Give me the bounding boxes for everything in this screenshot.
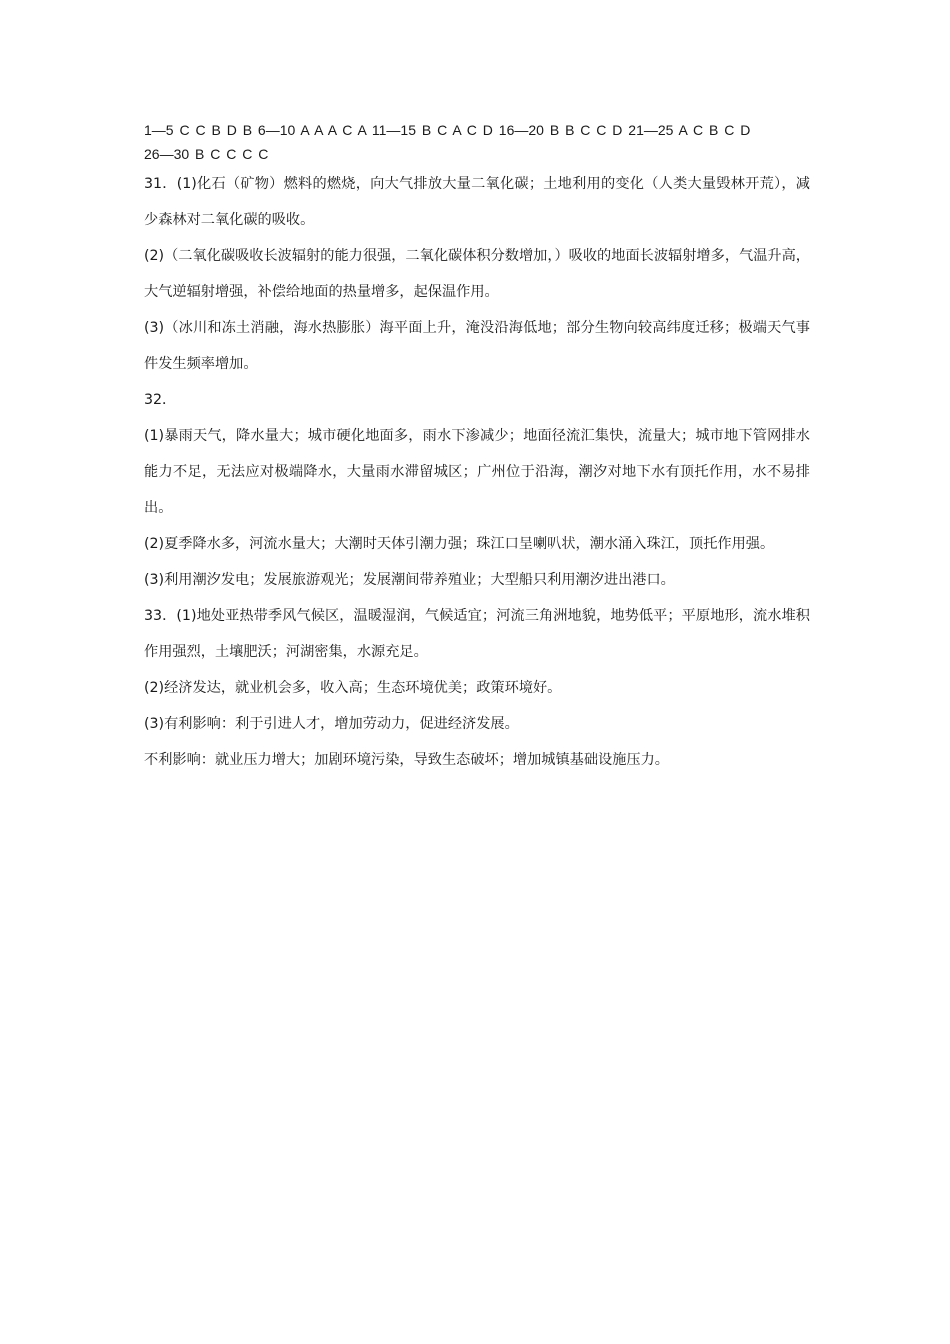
q32-heading: 32． <box>144 392 177 408</box>
q32-part3: (3)利用潮汐发电；发展旅游观光；发展潮间带养殖业；大型船只利用潮汐进出港口。 <box>144 572 675 588</box>
multiple-choice-answers-line-2: 26—30 B C C C C <box>144 146 269 162</box>
q31-part1: 31．(1)化石（矿物）燃料的燃烧，向大气排放大量二氧化碳；土地利用的变化（人类大量毁林开荒），减少森林对二氧化碳的吸收。 <box>144 176 810 228</box>
q31-part2: (2)（二氧化碳吸收长波辐射的能力很强，二氧化碳体积分数增加，）吸收的地面长波辐射增多，气温升高，大气逆辐射增强，补偿给地面的热量增多，起保温作用。 <box>144 248 810 300</box>
q32-part1: (1)暴雨天气，降水量大；城市硬化地面多，雨水下渗减少；地面径流汇集快，流量大；城市地下管网排水能力不足，无法应对极端降水，大量雨水滞留城区；广州位于沿海，潮汐对地下水有顶托作用，水不易排出。 <box>144 428 810 516</box>
q31-part3: (3)（冰川和冻土消融，海水热膨胀）海平面上升，淹没沿海低地；部分生物向较高纬度迁移；极端天气事件发生频率增加。 <box>144 320 810 372</box>
q33-part2: (2)经济发达，就业机会多，收入高；生态环境优美；政策环境好。 <box>144 680 562 696</box>
answer-key-content <box>144 118 810 778</box>
q33-part1: 33．(1)地处亚热带季风气候区，温暖湿润，气候适宜；河流三角洲地貌，地势低平；平原地形，流水堆积作用强烈，土壤肥沃；河湖密集，水源充足。 <box>144 608 810 660</box>
multiple-choice-answers-line-1: 1—5 C C B D B 6—10 A A A C A 11—15 B C A C D 16—20 B B C C D 21—25 A C B C D <box>144 122 751 138</box>
q33-part3: (3)有利影响：利于引进人才，增加劳动力，促进经济发展。 <box>144 716 519 732</box>
q33-part4: 不利影响：就业压力增大；加剧环境污染，导致生态破坏；增加城镇基础设施压力。 <box>144 752 669 768</box>
q32-part2: (2)夏季降水多，河流水量大；大潮时天体引潮力强；珠江口呈喇叭状，潮水涌入珠江，顶托作用强。 <box>144 536 775 552</box>
